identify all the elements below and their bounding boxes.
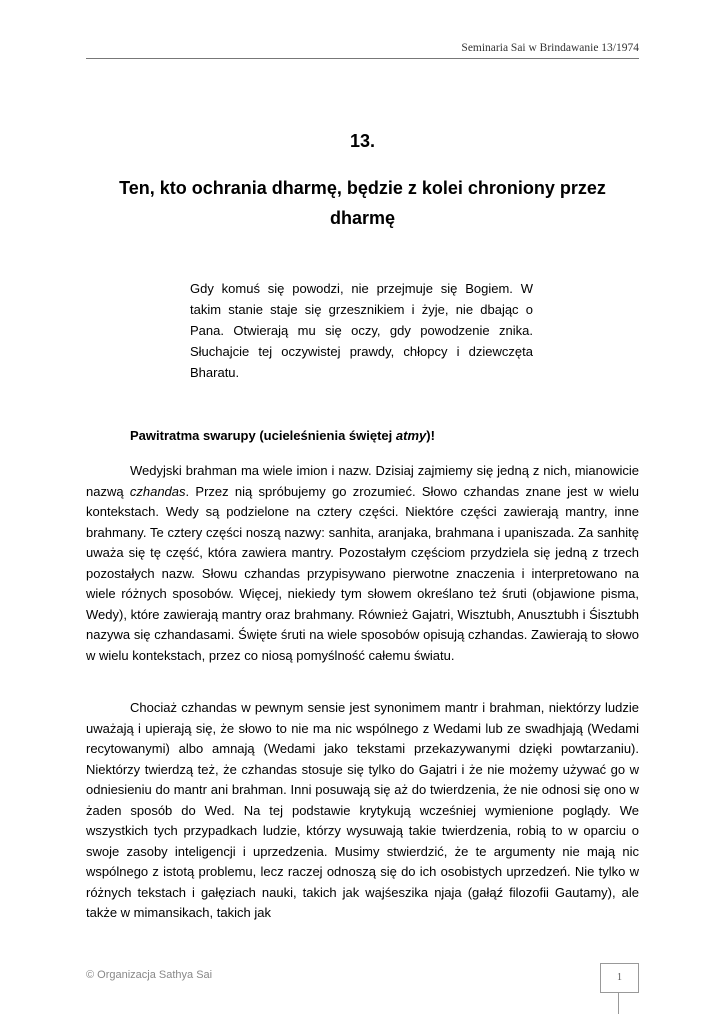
header-rule [86,58,639,59]
page-number-tick [618,992,619,1014]
paragraph-1-end: . Przez nią spróbujemy go zrozumieć. Słowo czhandas znane jest w wielu kontekstach. Wedy są podzielone na cztery części. Niektóre części zawierają mantry, inne brahmany. Te cztery części noszą nazwy: sanhita, aranjaka, brahmana i upaniszada. Za sanhitę uważa się tę część, która zawiera mantry. Pozostałym częściom przydziela się jedną z trzech pozostałych nazw. Słowu czhandas przypisywano pierwotne znaczenia i interpretowano na wiele różnych sposobów. Więcej, niekiedy tym słowem określano też śruti (objawione pisma, Wedy), które zawierają mantry oraz brahmany. Również Gajatri, Wisztubh, Anusztubh i Śisztubh nazywa się czhandasami. Święte śruti na wiele sposobów opisują czhandas. Zawierają to słowo w wielu kontekstach, przez co niosą pomyślność całemu światu. [86,483,639,663]
epigraph: Gdy komuś się powodzi, nie przejmuje się Bogiem. W takim stanie staje się grzesznikiem i żyje, nie dbając o Pana. Otwierają mu się oczy, gdy powodzenie znika. Słuchajcie tej oczywistej prawdy, chłopcy i dziewczęta Bharatu. [190,281,533,380]
paragraph-2-text: Chociaż czhandas w pewnym sensie jest synonimem mantr i brahman, niektórzy ludzie uważają i upierają się, że słowo to nie ma nic wspólnego z Wedami lub ze swadhjają (Wedami recytowanymi) albo amnają (Wedami jako tekstami przekazywanymi dzięki powtarzaniu). Niektórzy twierdzą też, że czhandas stosuje się tylko do Gajatri i że nie możemy używać go w odniesieniu do mantr ani brahman. Inni posuwają się aż do twierdzenia, że nie odnosi się ono w żaden sposób do Wed. Na tej podstawie krytykują wcześniej wymienione poglądy. We wszystkich tych przypadkach ludzie, którzy wysuwają takie twierdzenia, robią to w oparciu o swoje zasoby inteligencji i uprzedzenia. Musimy stwierdzić, że te argumenty nie mają nic wspólnego z istotą problemu, lecz raczej odnoszą się do ich osobistych uprzedzeń. Nie tylko w różnych tekstach i gałęziach nauki, takich jak wajśeszika njaja (gałąź filozofii Gautamy), ale także w mimansikach, takich jak [86,700,639,920]
chapter-number: 13. [349,131,376,151]
paragraph-1-italic: czhandas [129,483,186,499]
section-heading-start: Pawitratma swarupy (ucieleśnienia świętej [130,428,396,443]
paragraph-1-start: Wedyjski brahman ma wiele imion i nazw. Dzisiaj zajmiemy się jedną z nich, mianowicie nazwą [86,463,639,499]
running-header: Seminaria Sai w Brindawanie 13/1974 [461,42,639,54]
chapter-title: Ten, kto ochrania dharmę, będzie z kolei chroniony przez dharmę [119,178,606,228]
paragraph-1 [86,461,639,666]
section-heading-italic: atmy [395,428,427,443]
section-heading [130,428,435,443]
footer-copyright: © Organizacja Sathya Sai [86,969,213,981]
paragraph-2 [86,698,639,924]
page-number: 1 [600,963,639,993]
section-heading-end: )! [426,428,435,443]
